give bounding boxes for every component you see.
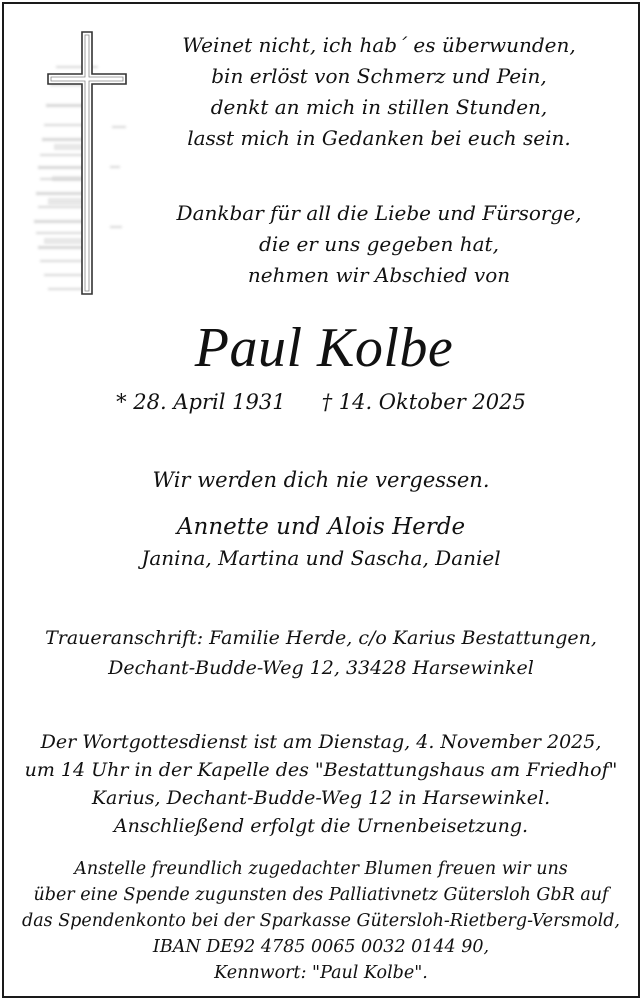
service-line: um 14 Uhr in der Kapelle des "Bestattungshaus am Friedhof" (24, 759, 618, 781)
poem-line: lasst mich in Gedanken bei euch sein. (187, 126, 571, 150)
donation-info (4, 856, 638, 986)
mourning-address (4, 623, 638, 683)
deceased-name: Paul Kolbe (194, 317, 454, 379)
service-line: Der Wortgottesdienst ist am Dienstag, 4. November 2025, (40, 731, 602, 753)
family-main: Annette und Alois Herde (176, 514, 466, 540)
cross-icon (26, 26, 146, 311)
thanks-line: nehmen wir Abschied von (247, 263, 511, 287)
poem-line: Weinet nicht, ich hab´ es überwunden, (182, 33, 576, 57)
poem (154, 30, 604, 154)
family-sub: Janina, Martina und Sascha, Daniel (141, 546, 501, 570)
poem-line: denkt an mich in stillen Stunden, (210, 95, 548, 119)
birth-date: * 28. April 1931 (116, 390, 286, 414)
donation-line: über eine Spende zugunsten des Palliativnetz Gütersloh GbR auf (33, 885, 609, 905)
death-date: † 14. Oktober 2025 (321, 390, 526, 414)
address-line: Traueranschrift: Familie Herde, c/o Karius Bestattungen, (45, 627, 597, 649)
service-line: Karius, Dechant-Budde-Weg 12 in Harsewinkel. (91, 787, 551, 809)
poem-line: bin erlöst von Schmerz und Pein, (211, 64, 547, 88)
service-info (4, 728, 638, 840)
thanks-text (154, 198, 604, 291)
donation-line: IBAN DE92 4785 0065 0032 0144 90, (152, 937, 490, 957)
life-dates (4, 387, 638, 417)
thanks-line: die er uns gegeben hat, (259, 232, 499, 256)
donation-line: Anstelle freundlich zugedachter Blumen freuen wir uns (74, 859, 568, 879)
family-names (4, 511, 638, 574)
farewell-quote: Wir werden dich nie vergessen. (152, 468, 490, 492)
thanks-line: Dankbar für all die Liebe und Fürsorge, (176, 201, 582, 225)
donation-line: das Spendenkonto bei der Sparkasse Gütersloh-Rietberg-Versmold, (22, 911, 620, 931)
address-line: Dechant-Budde-Weg 12, 33428 Harsewinkel (108, 657, 534, 679)
obituary-notice (2, 2, 640, 998)
service-line: Anschließend erfolgt die Urnenbeisetzung. (113, 815, 529, 837)
donation-line: Kennwort: "Paul Kolbe". (214, 963, 428, 983)
